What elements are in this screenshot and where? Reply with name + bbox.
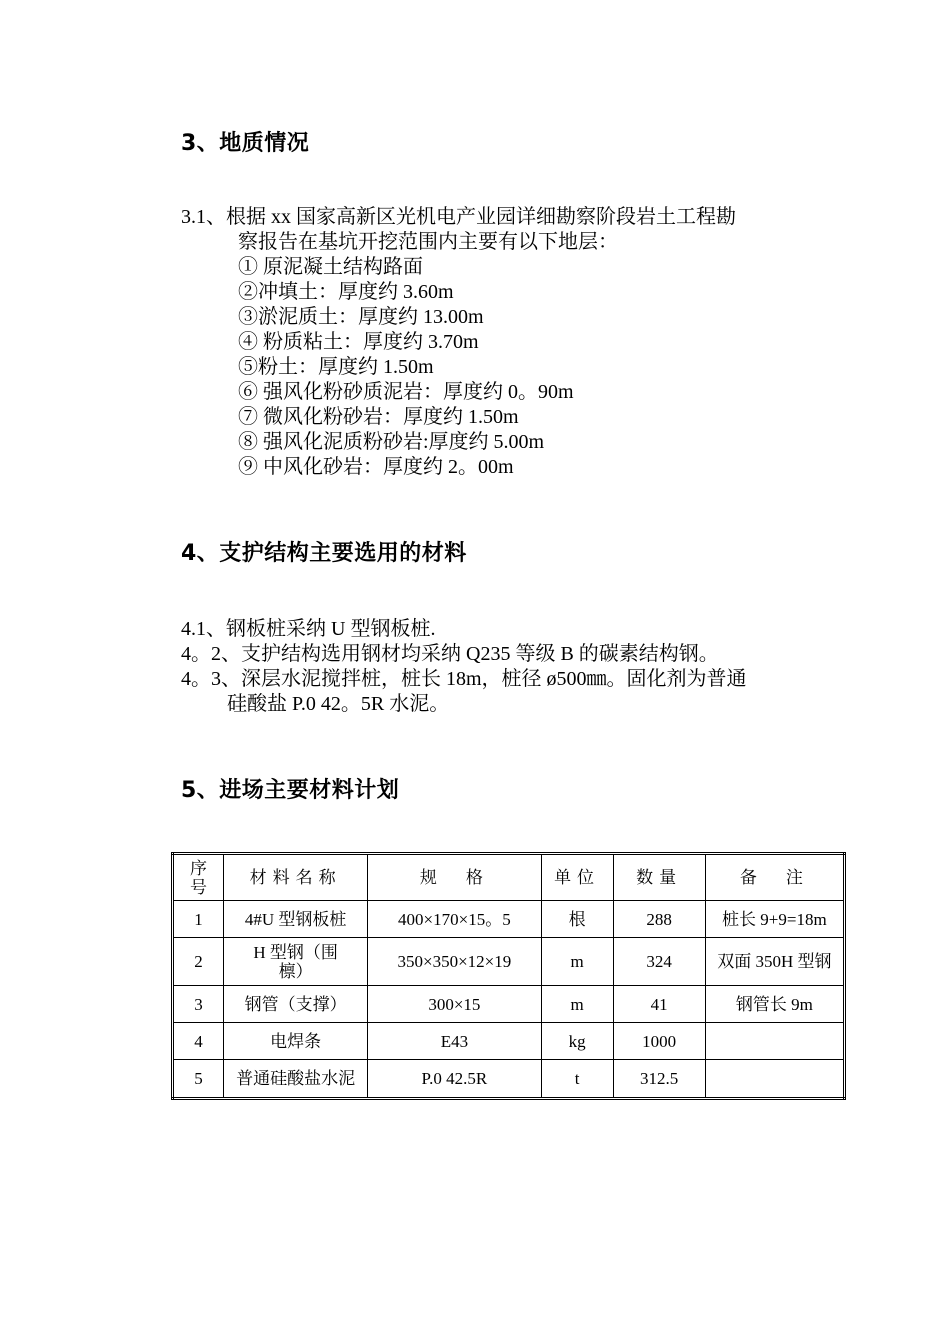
- header-cell: 材料名称: [224, 854, 368, 901]
- table-cell: 电焊条: [224, 1023, 368, 1060]
- table-cell: 钢管（支撑）: [224, 986, 368, 1023]
- material-item: 4。2、支护结构选用钢材均采纳 Q235 等级 B 的碳素结构钢。: [181, 643, 719, 665]
- header-cell: 数量: [613, 854, 705, 901]
- layer-item: ②冲填土：厚度约 3.60m: [238, 281, 454, 303]
- table-cell: 312.5: [613, 1060, 705, 1099]
- table-cell: 4#U 型钢板桩: [224, 901, 368, 938]
- table-cell: [705, 1023, 844, 1060]
- layer-item: ⑨ 中风化砂岩：厚度约 2。00m: [238, 456, 514, 478]
- material-item: 4。3、深层水泥搅拌桩，桩长 18m，桩径 ø500㎜。固化剂为普通: [181, 668, 747, 690]
- table-cell: 400×170×15。5: [368, 901, 541, 938]
- table-row: [173, 1023, 845, 1060]
- layer-item: ⑧ 强风化泥质粉砂岩:厚度约 5.00m: [238, 431, 545, 453]
- table-cell: 4: [173, 1023, 224, 1060]
- table-cell: E43: [368, 1023, 541, 1060]
- table-cell: 根: [541, 901, 613, 938]
- header-cell: 规 格: [368, 854, 541, 901]
- table-cell: 3: [173, 986, 224, 1023]
- layer-item: ⑥ 强风化粉砂质泥岩：厚度约 0。90m: [238, 381, 574, 403]
- layer-item: ① 原泥凝土结构路面: [238, 256, 423, 278]
- section-3-heading: 3、地质情况: [181, 131, 310, 156]
- table-cell: 普通硅酸盐水泥: [224, 1060, 368, 1099]
- table-cell: 双面 350H 型钢: [705, 938, 844, 986]
- section-3-1-line-2: 察报告在基坑开挖范围内主要有以下地层：: [238, 231, 618, 253]
- table-cell: m: [541, 938, 613, 986]
- table-header-row: [173, 854, 845, 901]
- header-cell: 备 注: [705, 854, 844, 901]
- header-cell: 序号: [173, 854, 224, 901]
- table-cell: kg: [541, 1023, 613, 1060]
- material-item-continuation: 硅酸盐 P.0 42。5R 水泥。: [227, 693, 450, 715]
- layer-item: ④ 粉质粘土：厚度约 3.70m: [238, 331, 479, 353]
- material-item: 4.1、钢板桩采纳 U 型钢板桩.: [181, 618, 436, 640]
- table-row: [173, 901, 845, 938]
- layer-item: ⑤粉土：厚度约 1.50m: [238, 356, 434, 378]
- table-cell: 324: [613, 938, 705, 986]
- header-cell: 单位: [541, 854, 613, 901]
- layer-item: ⑦ 微风化粉砂岩：厚度约 1.50m: [238, 406, 519, 428]
- table-cell: 桩长 9+9=18m: [705, 901, 844, 938]
- table-cell: 5: [173, 1060, 224, 1099]
- layer-item: ③淤泥质土：厚度约 13.00m: [238, 306, 484, 328]
- table-cell: 钢管长 9m: [705, 986, 844, 1023]
- table-cell: t: [541, 1060, 613, 1099]
- table-cell: m: [541, 986, 613, 1023]
- table-cell: 300×15: [368, 986, 541, 1023]
- table-cell: 41: [613, 986, 705, 1023]
- section-4-heading: 4、支护结构主要选用的材料: [181, 541, 467, 566]
- table-cell: 1: [173, 901, 224, 938]
- table-row: [173, 938, 845, 986]
- table-cell: 1000: [613, 1023, 705, 1060]
- materials-table: [171, 852, 846, 1100]
- table-cell: 2: [173, 938, 224, 986]
- table-cell: 288: [613, 901, 705, 938]
- table-row: [173, 986, 845, 1023]
- section-3-1-line-1: 3.1、根据 xx 国家高新区光机电产业园详细勘察阶段岩土工程勘: [181, 206, 736, 228]
- table-row: [173, 1060, 845, 1099]
- table-cell: 350×350×12×19: [368, 938, 541, 986]
- table-cell: P.0 42.5R: [368, 1060, 541, 1099]
- section-5-heading: 5、进场主要材料计划: [181, 778, 400, 803]
- table-cell: H 型钢（围檩）: [224, 938, 368, 986]
- table-cell: [705, 1060, 844, 1099]
